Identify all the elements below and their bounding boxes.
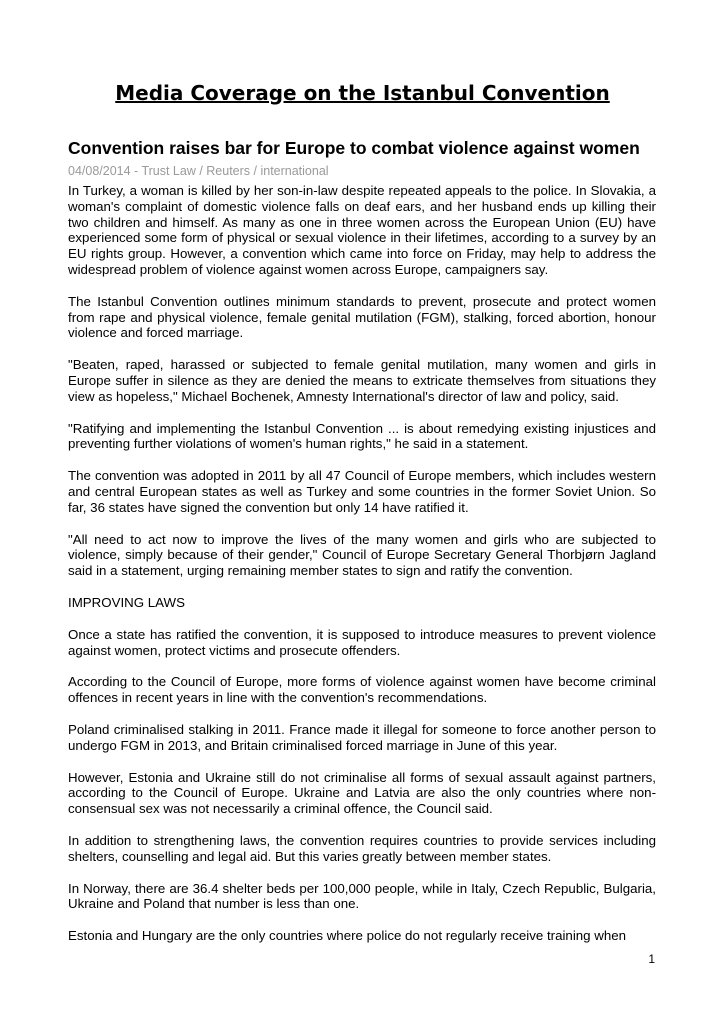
paragraph: "All need to act now to improve the lives of the many women and girls who are subjected to violence, simply because of their gender," Council of Europe Secretary General Thorbjørn Jagland said in a statement, urging remaining member states to sign and ratify the convention. — [68, 531, 656, 579]
paragraph: In addition to strengthening laws, the convention requires countries to provide services including shelters, counselling and legal aid. But this varies greatly between member states. — [68, 832, 656, 864]
article — [68, 137, 656, 944]
paragraph: According to the Council of Europe, more forms of violence against women have become criminal offences in recent years in line with the convention's recommendations. — [68, 674, 656, 706]
paragraph: However, Estonia and Ukraine still do not criminalise all forms of sexual assault against partners, according to the Council of Europe. Ukraine and Latvia are also the only countries where non-consensual sex was not necessarily a criminal offence, the Council said. — [68, 769, 656, 817]
section-heading: IMPROVING LAWS — [68, 594, 185, 610]
article-heading: Convention raises bar for Europe to combat violence against women — [68, 138, 640, 158]
paragraph: Once a state has ratified the convention, it is supposed to introduce measures to prevent violence against women, protect victims and prosecute offenders. — [68, 626, 656, 658]
paragraph: The convention was adopted in 2011 by all 47 Council of Europe members, which includes western and central European states as well as Turkey and some countries in the former Soviet Union. So far, 36 states have signed the convention but only 14 have ratified it. — [68, 468, 656, 515]
article-meta: 04/08/2014 - Trust Law / Reuters / international — [68, 164, 329, 178]
page-number: 1 — [648, 952, 655, 966]
paragraph: In Turkey, a woman is killed by her son-in-law despite repeated appeals to the police. In Slovakia, a woman's complaint of domestic violence falls on deaf ears, and her husband ends up killing their two children and himself. As many as one in three women across the European Union (EU) have experienced some form of physical or sexual violence in their lifetimes, according to a survey by an EU rights group. However, a convention which came into force on Friday, may help to address the widespread problem of violence against women across Europe, campaigners say. — [68, 183, 656, 277]
paragraph: The Istanbul Convention outlines minimum standards to prevent, prosecute and protect women from rape and physical violence, female genital mutilation (FGM), stalking, forced abortion, honour violence and forced marriage. — [68, 293, 656, 341]
paragraph: In Norway, there are 36.4 shelter beds per 100,000 people, while in Italy, Czech Republic, Bulgaria, Ukraine and Poland that number is less than one. — [68, 880, 656, 912]
paragraph: Estonia and Hungary are the only countries where police do not regularly receive training when — [68, 928, 627, 944]
page-title: Media Coverage on the Istanbul Convention — [115, 81, 610, 105]
paragraph: "Ratifying and implementing the Istanbul Convention ... is about remedying existing injustices and preventing further violations of women's human rights," he said in a statement. — [68, 420, 656, 452]
paragraph: "Beaten, raped, harassed or subjected to female genital mutilation, many women and girls in Europe suffer in silence as they are denied the means to extricate themselves from situations they view as hopeless," Michael Bochenek, Amnesty International's director of law and policy, said. — [68, 357, 656, 404]
paragraph: Poland criminalised stalking in 2011. France made it illegal for someone to force another person to undergo FGM in 2013, and Britain criminalised forced marriage in June of this year. — [68, 721, 656, 753]
